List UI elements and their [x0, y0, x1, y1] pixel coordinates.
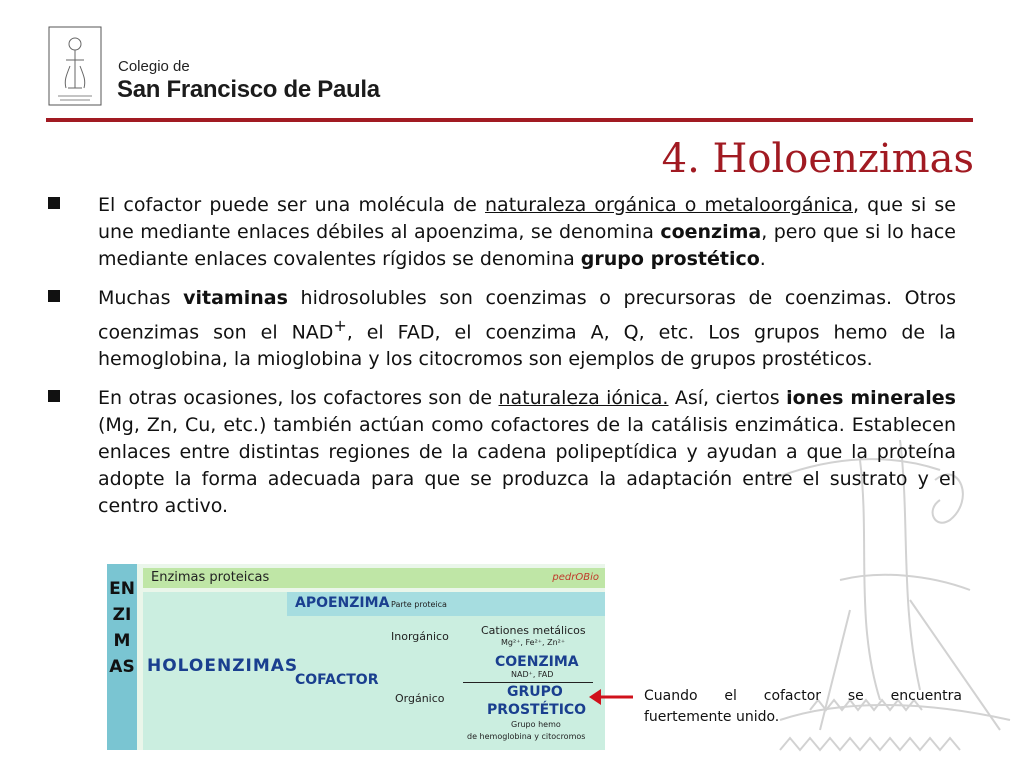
cationes-examples: Mg²⁺, Fe²⁺, Zn²⁺ [501, 638, 566, 647]
bullet-cofactor-organico [48, 192, 956, 273]
bold-term: iones minerales [786, 387, 956, 410]
underlined-term: naturaleza iónica. [498, 387, 669, 410]
bullet-text: En otras ocasiones, los cofactores son de naturaleza iónica. Así, ciertos iones minerales (Mg, Zn, Cu, etc.) también actúan como cofactores de la catálisis enzimática. Establecen enlaces entre distintas regiones de la cadena polipeptídica y ayudan a que la proteína adopte la forma adecuada para que se produzca la adaptación entre el sustrato y el centro activo. [98, 387, 956, 518]
bold-term: vitaminas [183, 287, 288, 309]
underlined-term: naturaleza orgánica o metaloorgánica [485, 194, 853, 216]
bullet-text: El cofactor puede ser una molécula de naturaleza orgánica o metaloorgánica, que si se une mediante enlaces débiles al apoenzima, se denomina coenzima, pero que si lo hace mediante enlaces covalentes rígidos se denomina grupo prostético. [98, 194, 957, 270]
figure-divider [463, 682, 593, 683]
school-name-line1: Colegio de [118, 58, 190, 75]
figure-side-bar [107, 564, 137, 750]
grupo-hemo-label: Grupo hemo [511, 720, 561, 729]
figure-credit: pedrOBio [552, 572, 599, 583]
arrow-caption: Cuando el cofactor se encuentra fuertemente unido. [644, 688, 962, 725]
bold-term: coenzima [660, 221, 762, 243]
cationes-label: Cationes metálicos [481, 624, 586, 637]
figure-body [143, 592, 605, 750]
inorganico-label: Inorgánico [391, 630, 449, 643]
school-seal-logo [48, 26, 102, 106]
prostetico-label: PROSTÉTICO [487, 702, 587, 718]
apoenzima-label: APOENZIMA [295, 595, 390, 611]
bullet-square-icon [48, 290, 60, 302]
organico-label: Orgánico [395, 692, 445, 705]
grupo-label: GRUPO [507, 684, 563, 700]
bullet-list [48, 192, 956, 532]
bullet-vitaminas [48, 285, 956, 373]
slide-title: 4. Holoenzimas [661, 136, 974, 182]
cofactor-label: COFACTOR [295, 672, 379, 688]
left-arrow-icon [585, 686, 635, 708]
parte-proteica-label: Parte proteica [391, 600, 447, 609]
figure-header-band [143, 568, 605, 588]
header-rule [46, 118, 973, 122]
school-name-line2: San Francisco de Paula [117, 76, 380, 103]
bullet-text: Muchas vitaminas hidrosolubles son coenzimas o precursoras de coenzimas. Otros coenzimas son el NAD+, el FAD, el coenzima A, Q, etc. Los grupos hemo de la hemoglobina, la mioglobina y los citocromos son ejemplos de grupos prostéticos. [98, 287, 956, 371]
bullet-square-icon [48, 390, 60, 402]
bullet-square-icon [48, 197, 60, 209]
hemo-examples: de hemoglobina y citocromos [467, 732, 586, 741]
figure-header-title: Enzimas proteicas [151, 570, 270, 585]
coenzima-label: COENZIMA [495, 654, 579, 670]
coenzima-examples: NAD⁺, FAD [511, 670, 554, 679]
figure-side-label: ENZIMAS [109, 579, 135, 677]
enzyme-classification-figure [107, 564, 605, 750]
bullet-iones [48, 385, 956, 520]
bold-term: grupo prostético [580, 248, 760, 270]
holoenzimas-label: HOLOENZIMAS [147, 656, 299, 676]
